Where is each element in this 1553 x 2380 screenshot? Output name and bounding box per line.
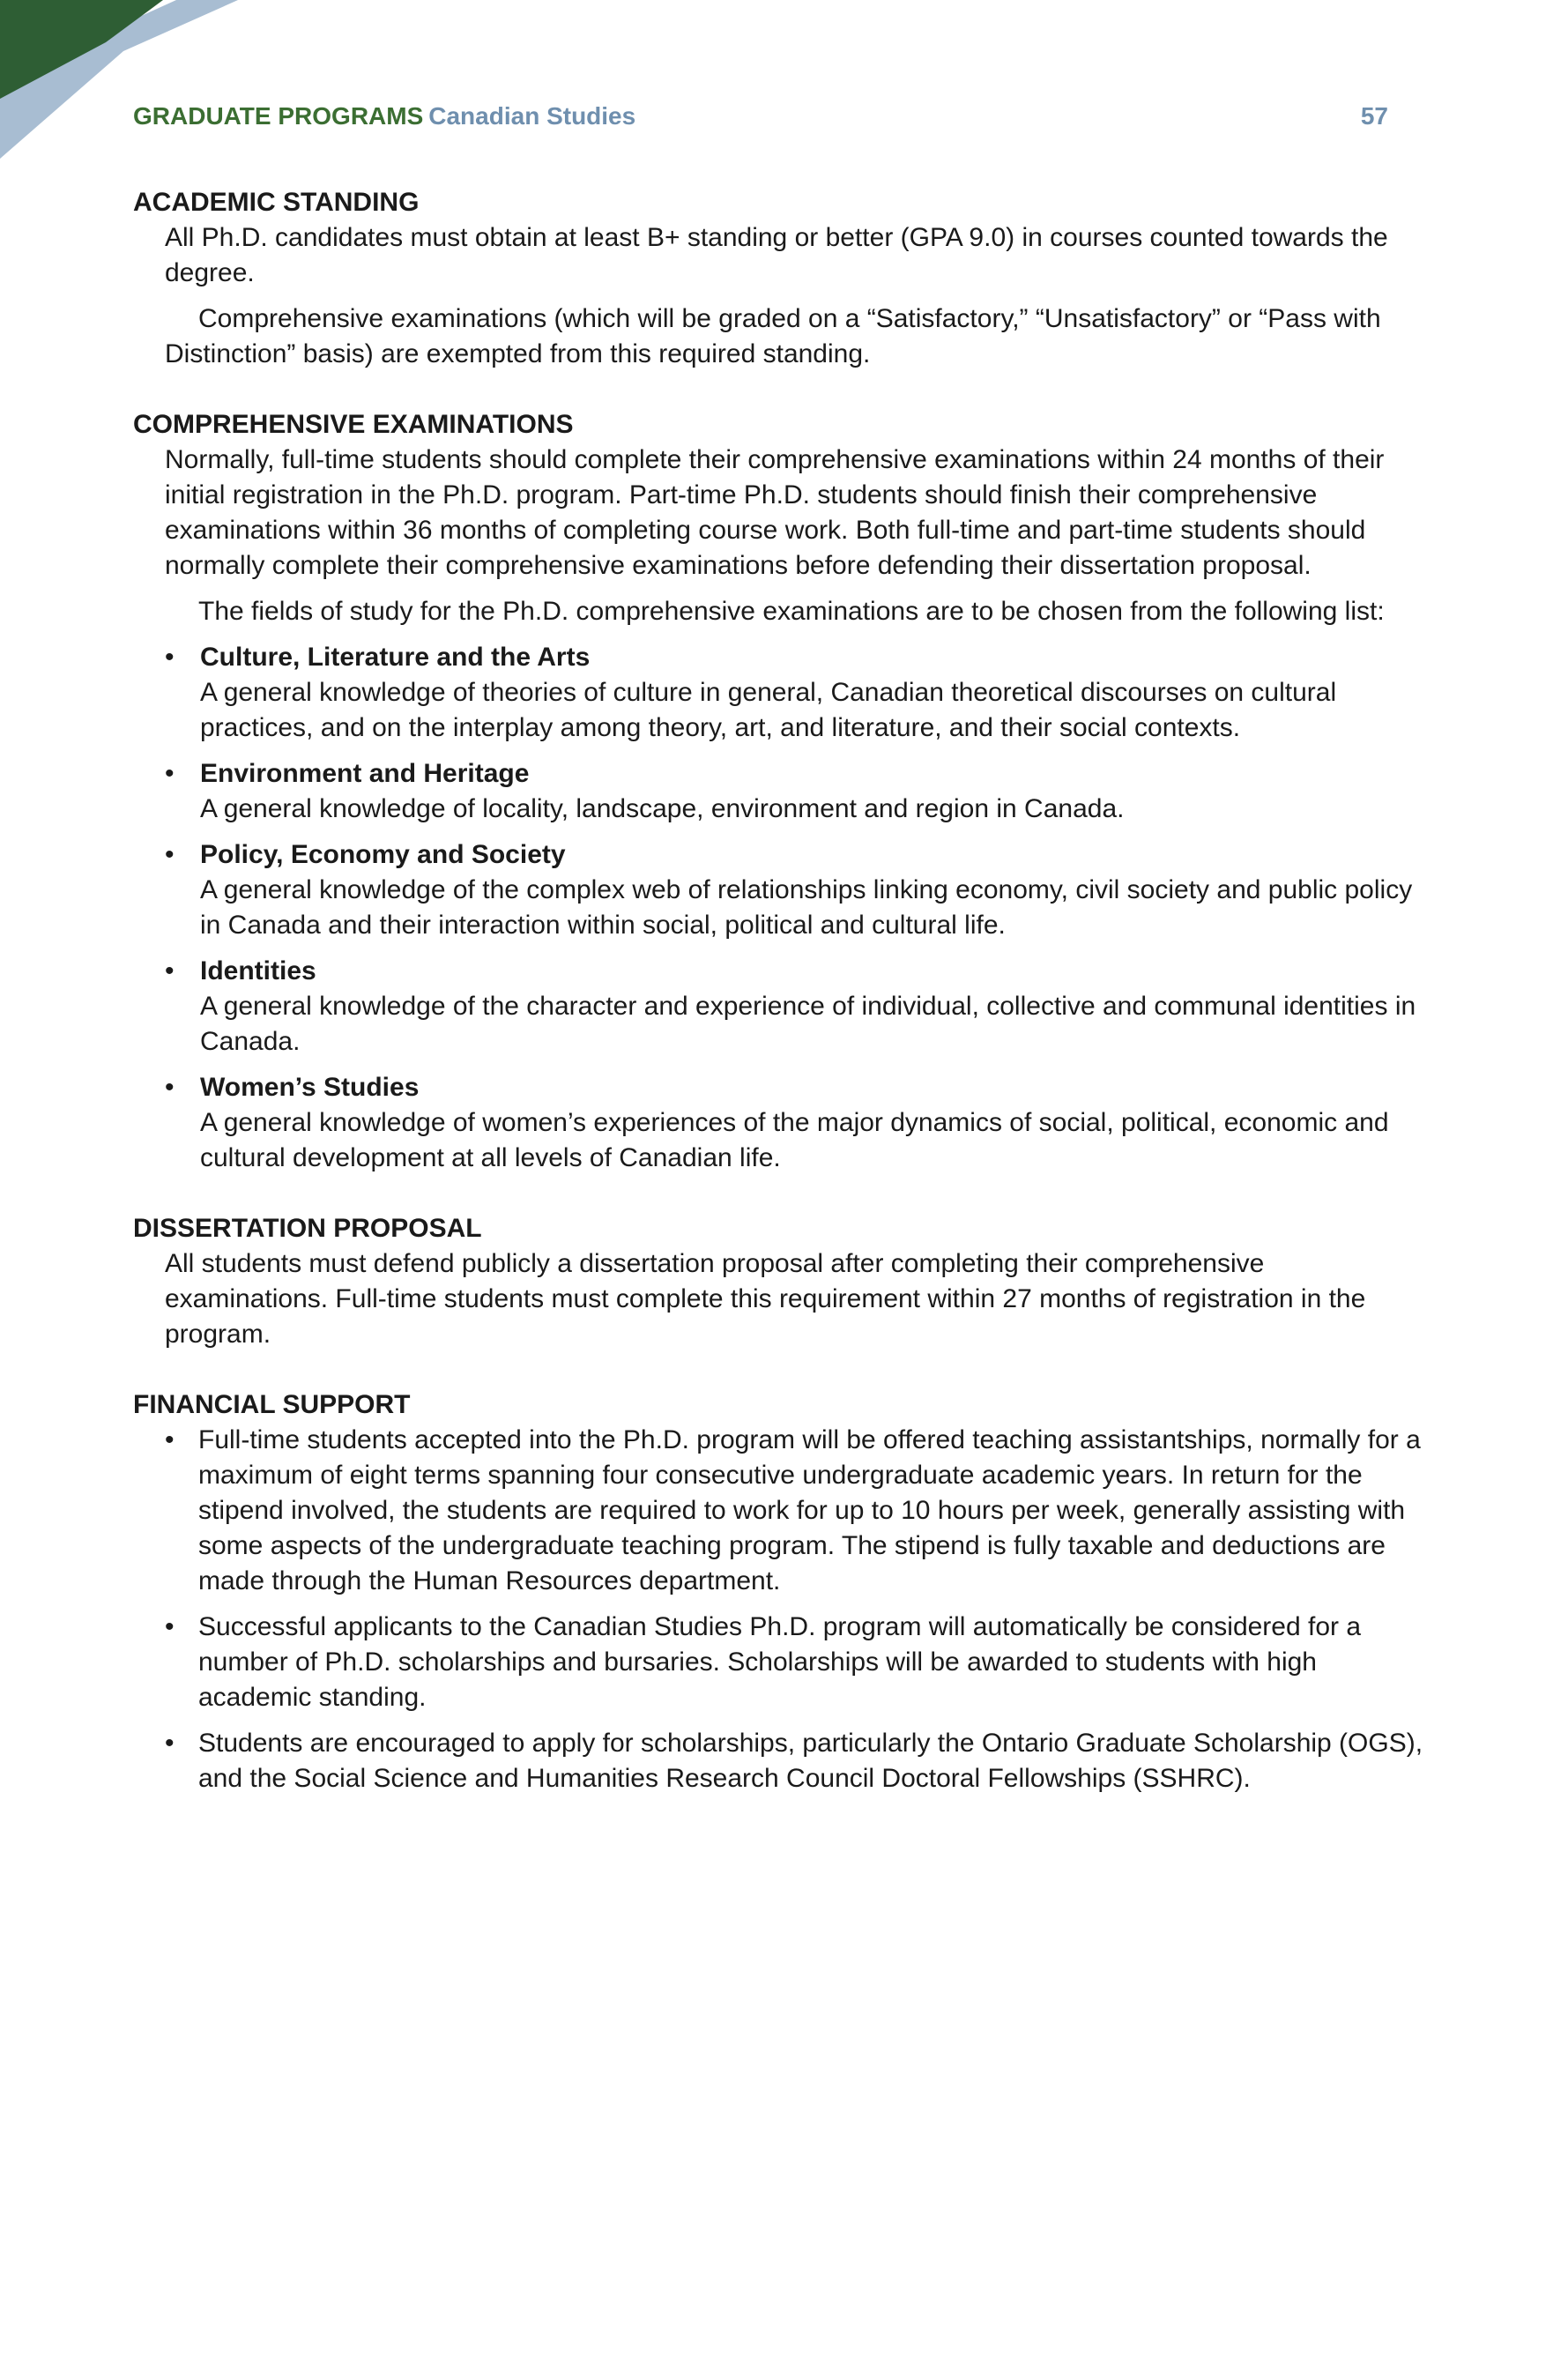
- header-department: Canadian Studies: [428, 102, 636, 130]
- list-item: [165, 1070, 1427, 1176]
- list-item: • Students are encouraged to apply for scholarships, particularly the Ontario Graduate Scholarship (OGS), and the Social Science and Humanities Research Council Doctoral Fellowships (SSHRC).: [165, 1726, 1427, 1796]
- running-header: [133, 99, 1388, 134]
- paragraph: All students must defend publicly a dissertation proposal after completing their comprehensive examinations. Full-time students must complete this requirement within 27 months of registration in the program.: [165, 1249, 1366, 1349]
- list-item: [165, 756, 1427, 827]
- section-dissertation-proposal: [133, 1211, 1427, 1352]
- header-program: GRADUATE PROGRAMS: [133, 102, 424, 130]
- paragraph: All Ph.D. candidates must obtain at least B+ standing or better (GPA 9.0) in courses counted towards the degree.: [165, 223, 1388, 287]
- field-description: A general knowledge of locality, landscape, environment and region in Canada.: [200, 794, 1125, 823]
- section-title: COMPREHENSIVE EXAMINATIONS: [133, 410, 574, 439]
- field-title: • Women’s Studies: [200, 1073, 420, 1102]
- field-title: • Policy, Economy and Society: [200, 840, 566, 869]
- field-title: • Identities: [200, 956, 316, 985]
- fields-of-study-list: [133, 640, 1427, 1176]
- field-description: A general knowledge of theories of culture in general, Canadian theoretical discourses on cultural practices, and on the interplay among theory, art, and literature, and their social contexts.: [200, 678, 1337, 742]
- section-title: FINANCIAL SUPPORT: [133, 1390, 411, 1419]
- section-comprehensive-examinations: [133, 407, 1427, 1176]
- field-title: • Culture, Literature and the Arts: [200, 643, 591, 672]
- page-number: 57: [1360, 102, 1388, 130]
- list-item: [165, 954, 1427, 1060]
- list-item: [165, 837, 1427, 943]
- page-content: [133, 185, 1427, 1832]
- list-item: • Successful applicants to the Canadian Studies Ph.D. program will automatically be considered for a number of Ph.D. scholarships and bursaries. Scholarships will be awarded to students with high academic standing.: [165, 1610, 1427, 1715]
- field-title: • Environment and Heritage: [200, 759, 530, 788]
- field-description: A general knowledge of the character and experience of individual, collective and communal identities in Canada.: [200, 992, 1416, 1056]
- field-description: A general knowledge of the complex web of relationships linking economy, civil society and public policy in Canada and their interaction within social, political and cultural life.: [200, 875, 1413, 940]
- field-description: A general knowledge of women’s experiences of the major dynamics of social, political, economic and cultural development at all levels of Canadian life.: [200, 1108, 1389, 1172]
- section-financial-support: [133, 1387, 1427, 1796]
- financial-support-list: [133, 1423, 1427, 1796]
- paragraph: Normally, full-time students should complete their comprehensive examinations within 24 months of their initial registration in the Ph.D. program. Part-time Ph.D. students should finish their comprehensive examinations within 36 months of completing course work. Both full-time and part-time students should normally complete their comprehensive examinations before defending their dissertation proposal.: [165, 445, 1385, 580]
- corner-decoration: [0, 0, 264, 159]
- paragraph: The fields of study for the Ph.D. comprehensive examinations are to be chosen from the following list:: [198, 597, 1385, 626]
- section-title: DISSERTATION PROPOSAL: [133, 1214, 482, 1243]
- list-item: • Full-time students accepted into the Ph.D. program will be offered teaching assistantships, normally for a maximum of eight terms spanning four consecutive undergraduate academic years. In return for the stipend involved, the students are required to work for up to 10 hours per week, generally assisting with some aspects of the undergraduate teaching program. The stipend is fully taxable and deductions are made through the Human Resources department.: [165, 1423, 1427, 1599]
- paragraph: Comprehensive examinations (which will be graded on a “Satisfactory,” “Unsatisfactory” or “Pass with Distinction” basis) are exempted from this required standing.: [165, 304, 1381, 368]
- list-item: [165, 640, 1427, 746]
- section-title: ACADEMIC STANDING: [133, 188, 420, 217]
- section-academic-standing: [133, 185, 1427, 372]
